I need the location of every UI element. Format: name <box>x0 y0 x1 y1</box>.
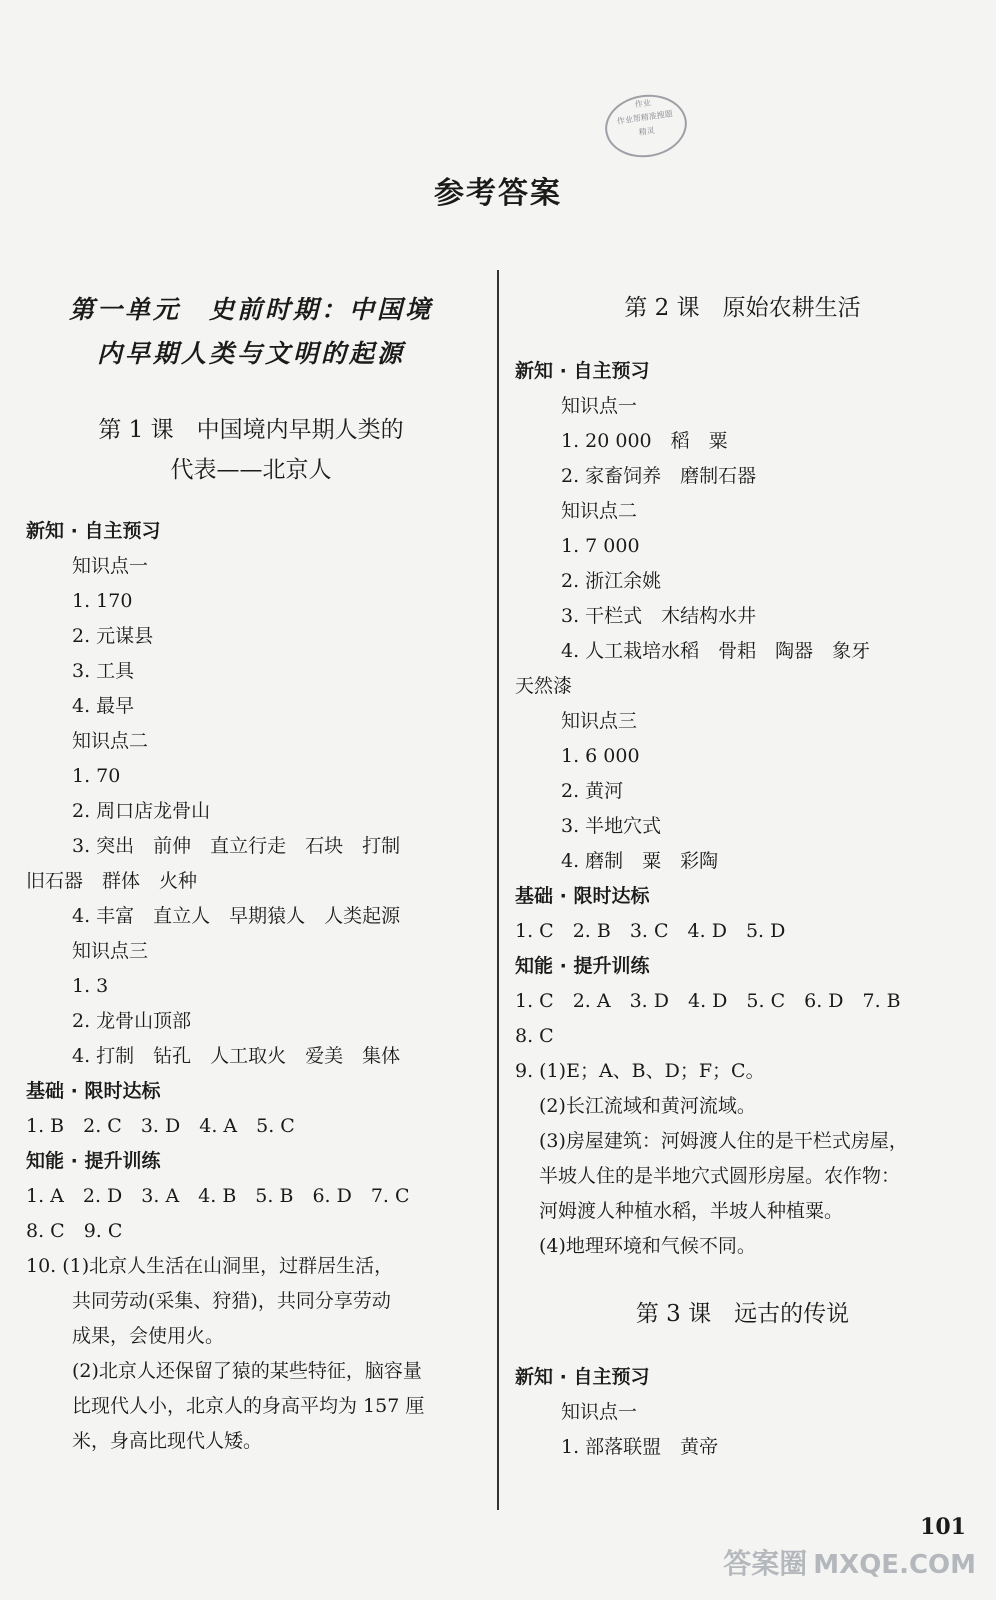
section-heading: 知能 · 提升训练 <box>515 955 650 977</box>
answer-line: 10. (1)北京人生活在山洞里，过群居生活， <box>26 1255 394 1277</box>
answer-line: 1. A 2. D 3. A 4. B 5. B 6. D 7. C <box>26 1185 410 1207</box>
answer-line: 3. 干栏式 木结构水井 <box>561 605 757 627</box>
answer-line: 知识点二 <box>561 500 638 522</box>
answer-line: 2. 龙骨山顶部 <box>72 1010 192 1032</box>
lesson-1-title-line-2: 代表——北京人 <box>170 457 332 483</box>
watermark-en: MXQE.COM <box>813 1550 976 1580</box>
page-number: 101 <box>920 1514 966 1540</box>
answer-line: 3. 突出 前伸 直立行走 石块 打制 <box>72 835 401 857</box>
left-column <box>26 288 476 1459</box>
stamp-seal: 作业 作业帮精准搜题 精灵 <box>601 90 691 163</box>
answer-line: 知识点一 <box>72 555 149 577</box>
answer-line: 3. 工具 <box>72 660 135 682</box>
answer-line: 成果，会使用火。 <box>72 1325 225 1347</box>
answer-line: 3. 半地穴式 <box>561 815 662 837</box>
section-heading: 新知 · 自主预习 <box>515 360 650 382</box>
answer-line: 知识点一 <box>561 1401 638 1423</box>
lesson-1-title <box>26 410 476 490</box>
answer-line: 2. 元谋县 <box>72 625 154 647</box>
unit-title-line-2: 内早期人类与文明的起源 <box>96 339 405 368</box>
watermark-cn: 答案圈 <box>723 1547 808 1580</box>
answer-line: 4. 人工栽培水稻 骨耜 陶器 象牙 <box>561 640 871 662</box>
lesson-2-title: 第 2 课 原始农耕生活 <box>624 295 861 321</box>
answer-line: (3)房屋建筑：河姆渡人住的是干栏式房屋， <box>539 1130 908 1152</box>
answer-line: 比现代人小，北京人的身高平均为 157 厘 <box>72 1395 425 1417</box>
answer-line: 1. 部落联盟 黄帝 <box>561 1436 719 1458</box>
unit-title <box>26 288 476 376</box>
lesson-1-title-line-1: 第 1 课 中国境内早期人类的 <box>98 417 404 443</box>
section-heading: 基础 · 限时达标 <box>515 885 650 907</box>
answer-line: 天然漆 <box>515 675 573 697</box>
answer-line: 4. 丰富 直立人 早期猿人 人类起源 <box>72 905 401 927</box>
answer-line: (4)地理环境和气候不同。 <box>539 1235 756 1257</box>
answer-line: 9. (1)E；A、B、D；F；C。 <box>515 1060 765 1082</box>
unit-title-line-1: 第一单元 史前时期：中国境 <box>68 295 433 324</box>
answer-line: 旧石器 群体 火种 <box>26 870 198 892</box>
lesson-1-answers <box>26 514 476 1459</box>
section-heading: 新知 · 自主预习 <box>26 520 161 542</box>
answer-line: 4. 磨制 粟 彩陶 <box>561 850 719 872</box>
lesson-3-title: 第 3 课 远古的传说 <box>635 1301 850 1327</box>
answer-line: 米，身高比现代人矮。 <box>72 1430 263 1452</box>
answer-line: 8. C <box>515 1025 554 1047</box>
answer-line: 1. 3 <box>72 975 109 997</box>
answer-line: 半坡人住的是半地穴式圆形房屋。农作物： <box>539 1165 901 1187</box>
answer-line: 4. 最早 <box>72 695 135 717</box>
answer-line: 4. 打制 钻孔 人工取火 爱美 集体 <box>72 1045 401 1067</box>
answer-line: (2)北京人还保留了猿的某些特征，脑容量 <box>72 1360 422 1382</box>
right-column <box>515 288 970 1465</box>
answer-line: 2. 浙江余姚 <box>561 570 662 592</box>
answer-line: 1. 6 000 <box>561 745 640 767</box>
column-divider <box>497 270 499 1510</box>
answer-line: 知识点三 <box>561 710 638 732</box>
section-heading: 知能 · 提升训练 <box>26 1150 161 1172</box>
answer-line: 1. C 2. B 3. C 4. D 5. D <box>515 920 786 942</box>
answer-line: 8. C 9. C <box>26 1220 123 1242</box>
answer-line: (2)长江流域和黄河流域。 <box>539 1095 756 1117</box>
answer-line: 1. C 2. A 3. D 4. D 5. C 6. D 7. B <box>515 990 901 1012</box>
section-heading: 基础 · 限时达标 <box>26 1080 161 1102</box>
answer-line: 知识点二 <box>72 730 149 752</box>
lesson-3-answers <box>515 1360 970 1465</box>
answer-line: 共同劳动(采集、狩猎)，共同分享劳动 <box>72 1290 391 1312</box>
answer-line: 知识点三 <box>72 940 149 962</box>
answer-line: 1. 7 000 <box>561 535 640 557</box>
answer-line: 2. 周口店龙骨山 <box>72 800 211 822</box>
answer-line: 1. 70 <box>72 765 121 787</box>
section-heading: 新知 · 自主预习 <box>515 1366 650 1388</box>
answer-line: 1. 20 000 稻 粟 <box>561 430 728 452</box>
answer-line: 1. B 2. C 3. D 4. A 5. C <box>26 1115 295 1137</box>
answer-line: 1. 170 <box>72 590 133 612</box>
answer-line: 2. 黄河 <box>561 780 624 802</box>
watermark-logo <box>723 1542 976 1582</box>
lesson-2-answers <box>515 354 970 1264</box>
answer-line: 2. 家畜饲养 磨制石器 <box>561 465 757 487</box>
answer-line: 河姆渡人种植水稻，半坡人种植粟。 <box>539 1200 844 1222</box>
page-title: 参考答案 <box>434 176 562 211</box>
answer-line: 知识点一 <box>561 395 638 417</box>
